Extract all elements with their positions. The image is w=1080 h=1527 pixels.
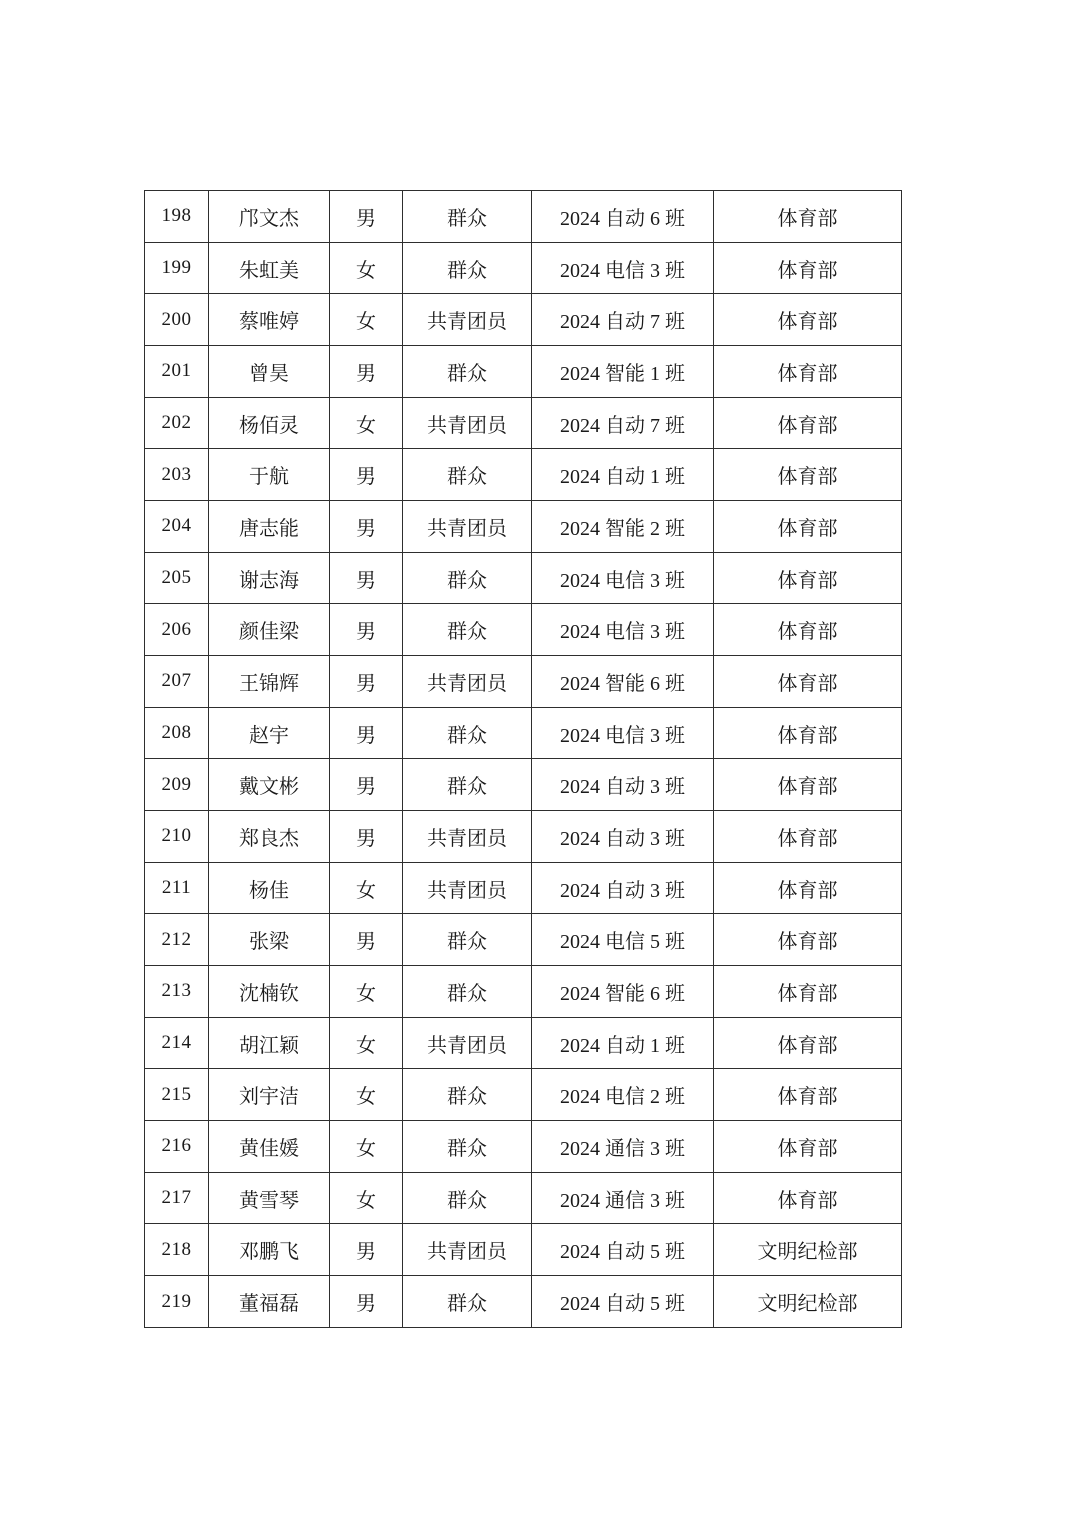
cell-name: 杨佰灵 xyxy=(209,397,330,449)
cell-name: 黄佳媛 xyxy=(209,1121,330,1173)
cell-name: 颜佳梁 xyxy=(209,604,330,656)
cell-gender: 男 xyxy=(330,501,403,553)
cell-gender: 男 xyxy=(330,191,403,243)
cell-name: 朱虹美 xyxy=(209,242,330,294)
cell-number: 206 xyxy=(145,604,209,656)
table-row xyxy=(145,707,902,759)
cell-gender: 男 xyxy=(330,346,403,398)
cell-number: 216 xyxy=(145,1121,209,1173)
table-row xyxy=(145,242,902,294)
cell-class: 2024 电信 3 班 xyxy=(532,242,714,294)
cell-class: 2024 智能 1 班 xyxy=(532,346,714,398)
cell-political-status: 群众 xyxy=(403,242,532,294)
cell-class: 2024 智能 6 班 xyxy=(532,966,714,1018)
cell-class: 2024 自动 7 班 xyxy=(532,397,714,449)
cell-gender: 女 xyxy=(330,1017,403,1069)
table-row xyxy=(145,1017,902,1069)
cell-department: 体育部 xyxy=(714,346,902,398)
table-row xyxy=(145,1276,902,1328)
cell-number: 205 xyxy=(145,552,209,604)
cell-number: 198 xyxy=(145,191,209,243)
cell-class: 2024 电信 3 班 xyxy=(532,552,714,604)
cell-class: 2024 电信 3 班 xyxy=(532,707,714,759)
cell-name: 唐志能 xyxy=(209,501,330,553)
table-row xyxy=(145,346,902,398)
cell-department: 体育部 xyxy=(714,552,902,604)
cell-class: 2024 自动 3 班 xyxy=(532,862,714,914)
cell-number: 218 xyxy=(145,1224,209,1276)
cell-name: 王锦辉 xyxy=(209,656,330,708)
cell-political-status: 群众 xyxy=(403,604,532,656)
cell-number: 215 xyxy=(145,1069,209,1121)
cell-class: 2024 自动 3 班 xyxy=(532,811,714,863)
table-row xyxy=(145,1172,902,1224)
cell-gender: 男 xyxy=(330,759,403,811)
cell-name: 谢志海 xyxy=(209,552,330,604)
cell-department: 体育部 xyxy=(714,1069,902,1121)
cell-department: 体育部 xyxy=(714,1172,902,1224)
cell-political-status: 群众 xyxy=(403,966,532,1018)
cell-class: 2024 自动 5 班 xyxy=(532,1224,714,1276)
cell-department: 体育部 xyxy=(714,966,902,1018)
cell-name: 蔡唯婷 xyxy=(209,294,330,346)
cell-number: 207 xyxy=(145,656,209,708)
cell-class: 2024 通信 3 班 xyxy=(532,1172,714,1224)
cell-political-status: 群众 xyxy=(403,552,532,604)
cell-number: 202 xyxy=(145,397,209,449)
cell-name: 戴文彬 xyxy=(209,759,330,811)
table-row xyxy=(145,914,902,966)
cell-department: 体育部 xyxy=(714,759,902,811)
table-row xyxy=(145,656,902,708)
cell-number: 199 xyxy=(145,242,209,294)
cell-political-status: 群众 xyxy=(403,759,532,811)
cell-department: 体育部 xyxy=(714,397,902,449)
table-row xyxy=(145,294,902,346)
cell-gender: 女 xyxy=(330,1172,403,1224)
cell-gender: 男 xyxy=(330,707,403,759)
cell-class: 2024 电信 3 班 xyxy=(532,604,714,656)
cell-gender: 男 xyxy=(330,811,403,863)
roster-table xyxy=(144,190,902,1328)
cell-political-status: 共青团员 xyxy=(403,501,532,553)
cell-department: 体育部 xyxy=(714,811,902,863)
cell-political-status: 群众 xyxy=(403,1069,532,1121)
cell-class: 2024 自动 5 班 xyxy=(532,1276,714,1328)
cell-department: 体育部 xyxy=(714,656,902,708)
cell-name: 邓鹏飞 xyxy=(209,1224,330,1276)
cell-name: 赵宇 xyxy=(209,707,330,759)
cell-number: 210 xyxy=(145,811,209,863)
cell-department: 体育部 xyxy=(714,191,902,243)
table-row xyxy=(145,811,902,863)
cell-name: 邝文杰 xyxy=(209,191,330,243)
cell-political-status: 共青团员 xyxy=(403,397,532,449)
cell-gender: 男 xyxy=(330,914,403,966)
table-row xyxy=(145,862,902,914)
cell-gender: 男 xyxy=(330,604,403,656)
cell-number: 201 xyxy=(145,346,209,398)
cell-number: 219 xyxy=(145,1276,209,1328)
cell-class: 2024 电信 5 班 xyxy=(532,914,714,966)
cell-political-status: 群众 xyxy=(403,191,532,243)
cell-class: 2024 自动 7 班 xyxy=(532,294,714,346)
cell-gender: 女 xyxy=(330,862,403,914)
cell-political-status: 群众 xyxy=(403,914,532,966)
cell-department: 体育部 xyxy=(714,707,902,759)
table-row xyxy=(145,1121,902,1173)
table-row xyxy=(145,449,902,501)
cell-department: 体育部 xyxy=(714,862,902,914)
cell-gender: 女 xyxy=(330,966,403,1018)
cell-name: 张梁 xyxy=(209,914,330,966)
cell-gender: 女 xyxy=(330,1121,403,1173)
cell-class: 2024 电信 2 班 xyxy=(532,1069,714,1121)
cell-class: 2024 自动 3 班 xyxy=(532,759,714,811)
cell-name: 郑良杰 xyxy=(209,811,330,863)
table-row xyxy=(145,501,902,553)
cell-name: 于航 xyxy=(209,449,330,501)
cell-political-status: 群众 xyxy=(403,1121,532,1173)
cell-number: 214 xyxy=(145,1017,209,1069)
cell-political-status: 群众 xyxy=(403,1276,532,1328)
cell-name: 胡江颖 xyxy=(209,1017,330,1069)
table-row xyxy=(145,191,902,243)
cell-gender: 女 xyxy=(330,294,403,346)
cell-political-status: 共青团员 xyxy=(403,656,532,708)
table-row xyxy=(145,966,902,1018)
roster-table-body xyxy=(145,191,902,1328)
cell-political-status: 共青团员 xyxy=(403,1224,532,1276)
cell-department: 体育部 xyxy=(714,604,902,656)
cell-class: 2024 自动 1 班 xyxy=(532,1017,714,1069)
cell-gender: 男 xyxy=(330,656,403,708)
cell-class: 2024 通信 3 班 xyxy=(532,1121,714,1173)
table-row xyxy=(145,604,902,656)
cell-number: 208 xyxy=(145,707,209,759)
cell-name: 沈楠钦 xyxy=(209,966,330,1018)
cell-political-status: 群众 xyxy=(403,707,532,759)
cell-number: 212 xyxy=(145,914,209,966)
cell-gender: 男 xyxy=(330,449,403,501)
cell-number: 217 xyxy=(145,1172,209,1224)
cell-political-status: 群众 xyxy=(403,1172,532,1224)
cell-political-status: 群众 xyxy=(403,346,532,398)
cell-political-status: 共青团员 xyxy=(403,862,532,914)
cell-number: 203 xyxy=(145,449,209,501)
cell-department: 体育部 xyxy=(714,1017,902,1069)
cell-department: 文明纪检部 xyxy=(714,1224,902,1276)
cell-political-status: 共青团员 xyxy=(403,1017,532,1069)
cell-department: 体育部 xyxy=(714,449,902,501)
cell-name: 杨佳 xyxy=(209,862,330,914)
table-row xyxy=(145,552,902,604)
table-row xyxy=(145,759,902,811)
cell-name: 黄雪琴 xyxy=(209,1172,330,1224)
table-row xyxy=(145,397,902,449)
cell-gender: 男 xyxy=(330,1224,403,1276)
table-row xyxy=(145,1069,902,1121)
cell-gender: 男 xyxy=(330,1276,403,1328)
cell-class: 2024 智能 6 班 xyxy=(532,656,714,708)
cell-political-status: 共青团员 xyxy=(403,294,532,346)
cell-class: 2024 智能 2 班 xyxy=(532,501,714,553)
cell-name: 刘宇洁 xyxy=(209,1069,330,1121)
cell-department: 文明纪检部 xyxy=(714,1276,902,1328)
cell-department: 体育部 xyxy=(714,294,902,346)
cell-department: 体育部 xyxy=(714,1121,902,1173)
cell-gender: 男 xyxy=(330,552,403,604)
cell-department: 体育部 xyxy=(714,501,902,553)
cell-number: 200 xyxy=(145,294,209,346)
cell-name: 曾昊 xyxy=(209,346,330,398)
cell-political-status: 共青团员 xyxy=(403,811,532,863)
cell-department: 体育部 xyxy=(714,914,902,966)
cell-name: 董福磊 xyxy=(209,1276,330,1328)
table-row xyxy=(145,1224,902,1276)
cell-class: 2024 自动 1 班 xyxy=(532,449,714,501)
cell-number: 213 xyxy=(145,966,209,1018)
cell-department: 体育部 xyxy=(714,242,902,294)
cell-gender: 女 xyxy=(330,242,403,294)
cell-number: 211 xyxy=(145,862,209,914)
cell-number: 204 xyxy=(145,501,209,553)
cell-class: 2024 自动 6 班 xyxy=(532,191,714,243)
cell-number: 209 xyxy=(145,759,209,811)
cell-gender: 女 xyxy=(330,1069,403,1121)
cell-political-status: 群众 xyxy=(403,449,532,501)
cell-gender: 女 xyxy=(330,397,403,449)
